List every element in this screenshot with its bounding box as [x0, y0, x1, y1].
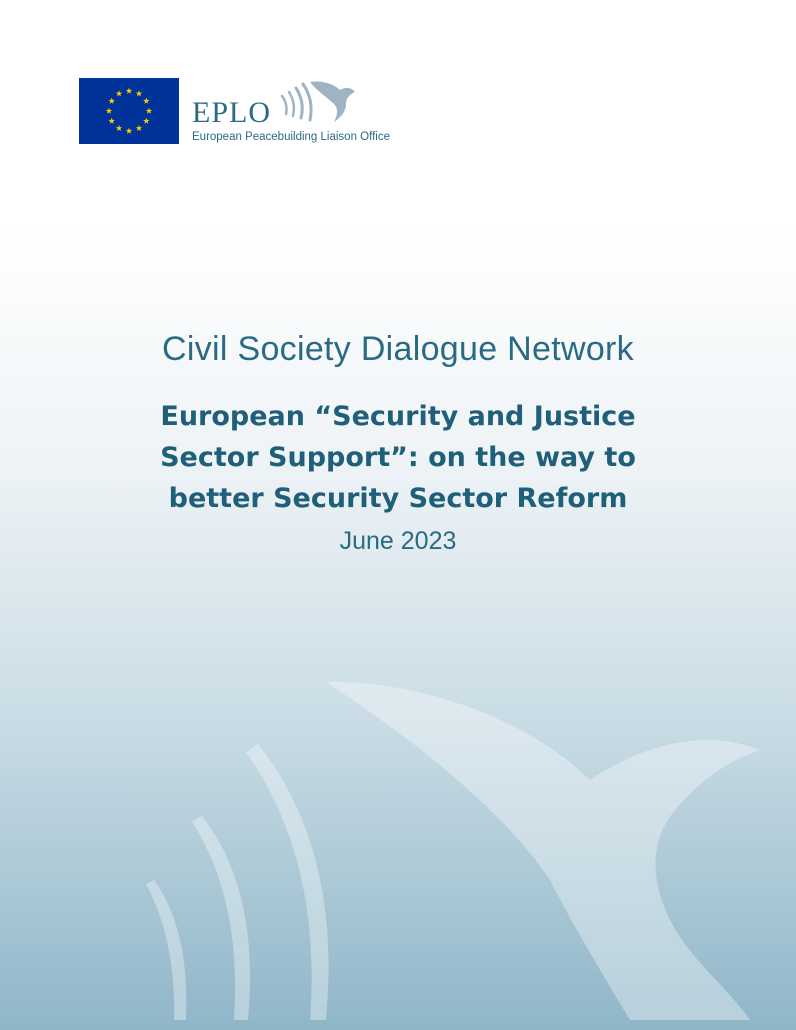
eu-star-icon: [126, 128, 132, 134]
eplo-wordmark: EPLO: [192, 96, 271, 129]
document-title: [60, 396, 736, 519]
bird-logo-icon: [276, 78, 356, 128]
eu-star-icon: [108, 98, 114, 104]
eu-star-icon: [126, 88, 132, 94]
eu-star-icon: [136, 90, 142, 96]
title-line: Sector Support”: on the way to: [160, 442, 636, 473]
bird-watermark-icon: [130, 670, 796, 1030]
eu-star-icon: [108, 118, 114, 124]
title-line: European “Security and Justice: [160, 401, 636, 432]
eu-star-icon: [146, 108, 152, 114]
publication-date: June 2023: [339, 527, 457, 555]
title-line: better Security Sector Reform: [168, 483, 628, 514]
eu-star-icon: [106, 108, 112, 114]
eu-flag-icon: [79, 78, 179, 144]
network-name: Civil Society Dialogue Network: [162, 330, 634, 368]
eu-star-icon: [116, 90, 122, 96]
eu-star-icon: [136, 125, 142, 131]
eu-star-icon: [143, 98, 149, 104]
eplo-logo: [192, 78, 422, 148]
eplo-subtitle: European Peacebuilding Liaison Office: [192, 131, 390, 143]
eu-star-icon: [116, 125, 122, 131]
eu-star-icon: [143, 118, 149, 124]
